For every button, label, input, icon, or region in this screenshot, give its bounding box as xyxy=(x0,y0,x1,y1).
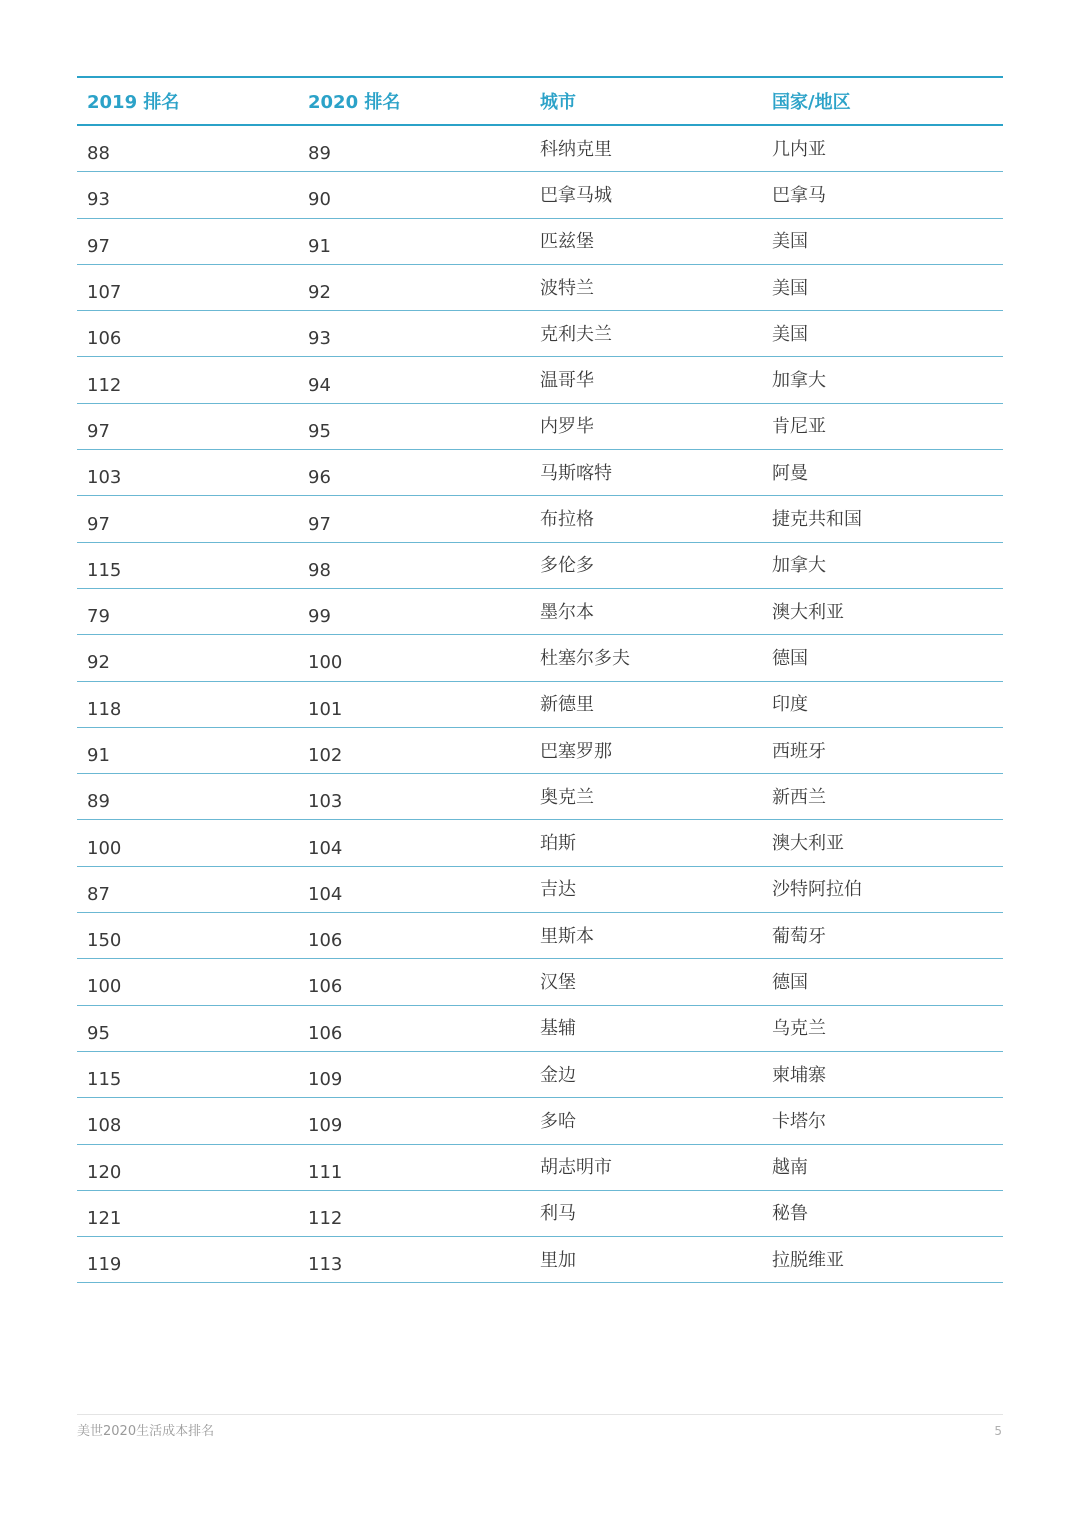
cell-city: 吉达 xyxy=(540,879,576,901)
cell-city: 金边 xyxy=(540,1064,576,1086)
cell-2020-rank: 99 xyxy=(308,606,331,628)
cell-2020-rank: 91 xyxy=(308,235,331,257)
cell-city: 巴塞罗那 xyxy=(540,740,612,762)
cell-country-region: 沙特阿拉伯 xyxy=(772,879,862,901)
table-row xyxy=(77,635,1003,681)
cell-2020-rank: 89 xyxy=(308,143,331,165)
table-row xyxy=(77,589,1003,635)
cell-2019-rank: 100 xyxy=(87,976,122,998)
cell-country-region: 美国 xyxy=(772,231,808,253)
table-row xyxy=(77,820,1003,866)
table-row xyxy=(77,219,1003,265)
ranking-table xyxy=(77,76,1003,1283)
footer-divider xyxy=(77,1414,1003,1415)
cell-2019-rank: 92 xyxy=(87,652,110,674)
cell-2019-rank: 103 xyxy=(87,467,122,489)
cell-2020-rank: 104 xyxy=(308,883,343,905)
cell-country-region: 捷克共和国 xyxy=(772,509,862,531)
cell-2019-rank: 106 xyxy=(87,328,122,350)
table-row xyxy=(77,172,1003,218)
cell-city: 汉堡 xyxy=(540,971,576,993)
header-2019-rank: 2019 排名 xyxy=(87,92,180,113)
table-row xyxy=(77,682,1003,728)
cell-2020-rank: 109 xyxy=(308,1069,343,1091)
cell-2020-rank: 96 xyxy=(308,467,331,489)
cell-country-region: 美国 xyxy=(772,277,808,299)
cell-city: 多伦多 xyxy=(540,555,594,577)
table-body xyxy=(77,126,1003,1283)
cell-city: 匹兹堡 xyxy=(540,231,594,253)
cell-country-region: 葡萄牙 xyxy=(772,925,826,947)
cell-city: 利马 xyxy=(540,1203,576,1225)
cell-country-region: 卡塔尔 xyxy=(772,1110,826,1132)
cell-city: 胡志明市 xyxy=(540,1157,612,1179)
cell-2020-rank: 111 xyxy=(308,1161,343,1183)
cell-2019-rank: 91 xyxy=(87,745,110,766)
cell-2020-rank: 93 xyxy=(308,328,331,350)
cell-city: 温哥华 xyxy=(540,370,594,392)
cell-city: 波特兰 xyxy=(540,277,594,299)
cell-city: 里斯本 xyxy=(540,925,594,947)
table-row xyxy=(77,728,1003,774)
cell-2019-rank: 97 xyxy=(87,420,110,442)
cell-2020-rank: 94 xyxy=(308,374,331,396)
cell-2019-rank: 115 xyxy=(87,1069,122,1091)
cell-city: 奥克兰 xyxy=(540,786,594,808)
cell-2019-rank: 150 xyxy=(87,930,122,952)
cell-country-region: 几内亚 xyxy=(772,138,826,160)
cell-2019-rank: 100 xyxy=(87,837,122,859)
cell-city: 杜塞尔多夫 xyxy=(540,647,630,669)
cell-2019-rank: 112 xyxy=(87,374,122,396)
cell-2020-rank: 92 xyxy=(308,282,331,304)
cell-city: 内罗毕 xyxy=(540,416,594,438)
table-row xyxy=(77,959,1003,1005)
table-row xyxy=(77,867,1003,913)
table-row xyxy=(77,357,1003,403)
cell-2020-rank: 112 xyxy=(308,1207,343,1229)
table-row xyxy=(77,1052,1003,1098)
cell-2020-rank: 95 xyxy=(308,420,331,442)
cell-2019-rank: 89 xyxy=(87,791,110,813)
cell-2019-rank: 93 xyxy=(87,189,110,211)
cell-city: 科纳克里 xyxy=(540,138,612,160)
cell-country-region: 乌克兰 xyxy=(772,1018,826,1040)
cell-city: 马斯喀特 xyxy=(540,462,612,484)
cell-city: 里加 xyxy=(540,1249,576,1271)
table-row xyxy=(77,311,1003,357)
cell-2020-rank: 100 xyxy=(308,652,343,674)
table-row xyxy=(77,450,1003,496)
cell-country-region: 澳大利亚 xyxy=(772,601,844,623)
cell-2020-rank: 102 xyxy=(308,745,343,766)
cell-2019-rank: 108 xyxy=(87,1115,122,1137)
cell-2019-rank: 119 xyxy=(87,1254,122,1276)
cell-country-region: 西班牙 xyxy=(772,740,826,762)
cell-2020-rank: 98 xyxy=(308,559,331,581)
cell-country-region: 秘鲁 xyxy=(772,1203,808,1225)
cell-city: 布拉格 xyxy=(540,509,594,531)
cell-2019-rank: 107 xyxy=(87,282,122,304)
cell-2019-rank: 97 xyxy=(87,513,110,535)
cell-country-region: 美国 xyxy=(772,323,808,345)
page-number: 5 xyxy=(994,1424,1002,1438)
cell-2020-rank: 97 xyxy=(308,513,331,535)
cell-city: 巴拿马城 xyxy=(540,184,612,206)
cell-country-region: 加拿大 xyxy=(772,555,826,577)
cell-2019-rank: 87 xyxy=(87,883,110,905)
table-row xyxy=(77,404,1003,450)
cell-country-region: 加拿大 xyxy=(772,370,826,392)
cell-city: 多哈 xyxy=(540,1110,576,1132)
table-row xyxy=(77,496,1003,542)
table-row xyxy=(77,913,1003,959)
table-row xyxy=(77,265,1003,311)
cell-2019-rank: 118 xyxy=(87,698,122,720)
cell-country-region: 巴拿马 xyxy=(772,184,826,206)
cell-2019-rank: 115 xyxy=(87,559,122,581)
cell-2020-rank: 106 xyxy=(308,1022,343,1044)
cell-city: 新德里 xyxy=(540,694,594,716)
footer-title: 美世2020生活成本排名 xyxy=(77,1424,215,1439)
cell-country-region: 德国 xyxy=(772,971,808,993)
table-row xyxy=(77,543,1003,589)
cell-2020-rank: 106 xyxy=(308,930,343,952)
cell-city: 克利夫兰 xyxy=(540,323,612,345)
cell-country-region: 阿曼 xyxy=(772,462,808,484)
cell-country-region: 拉脱维亚 xyxy=(772,1249,844,1271)
header-country-region: 国家/地区 xyxy=(772,92,851,113)
header-2020-rank: 2020 排名 xyxy=(308,92,401,113)
cell-2019-rank: 95 xyxy=(87,1022,110,1044)
cell-country-region: 澳大利亚 xyxy=(772,833,844,855)
cell-2019-rank: 88 xyxy=(87,143,110,165)
cell-2020-rank: 104 xyxy=(308,837,343,859)
table-row xyxy=(77,774,1003,820)
cell-2020-rank: 103 xyxy=(308,791,343,813)
cell-country-region: 德国 xyxy=(772,647,808,669)
table-row xyxy=(77,126,1003,172)
cell-city: 珀斯 xyxy=(540,833,576,855)
cell-city: 墨尔本 xyxy=(540,601,594,623)
cell-2019-rank: 97 xyxy=(87,235,110,257)
table-row xyxy=(77,1145,1003,1191)
cell-country-region: 越南 xyxy=(772,1157,808,1179)
table-row xyxy=(77,1098,1003,1144)
cell-2020-rank: 90 xyxy=(308,189,331,211)
cell-2020-rank: 113 xyxy=(308,1254,343,1276)
cell-2020-rank: 109 xyxy=(308,1115,343,1137)
cell-2020-rank: 106 xyxy=(308,976,343,998)
cell-2020-rank: 101 xyxy=(308,698,343,720)
table-row xyxy=(77,1006,1003,1052)
table-row xyxy=(77,1191,1003,1237)
cell-country-region: 肯尼亚 xyxy=(772,416,826,438)
cell-country-region: 印度 xyxy=(772,694,808,716)
cell-country-region: 柬埔寨 xyxy=(772,1064,826,1086)
cell-2019-rank: 121 xyxy=(87,1207,122,1229)
cell-2019-rank: 79 xyxy=(87,606,110,628)
cell-city: 基辅 xyxy=(540,1018,576,1040)
table-row xyxy=(77,1237,1003,1283)
cell-country-region: 新西兰 xyxy=(772,786,826,808)
header-city: 城市 xyxy=(540,92,576,113)
cell-2019-rank: 120 xyxy=(87,1161,122,1183)
table-header-row xyxy=(77,78,1003,126)
